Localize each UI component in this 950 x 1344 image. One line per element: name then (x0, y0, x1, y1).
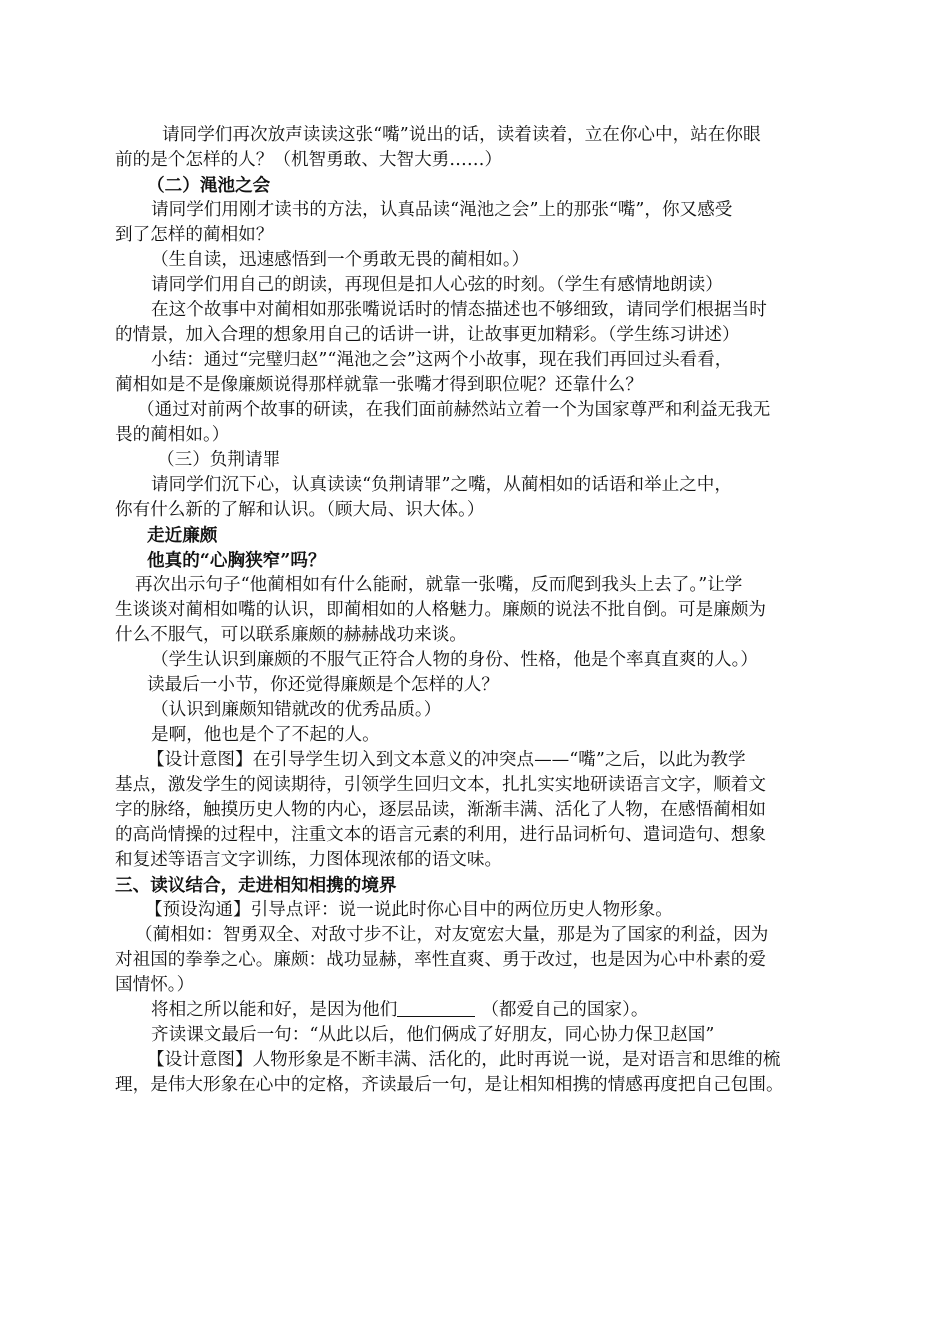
paragraph-read-aloud: 请同学们用自己的朗读，再现但是扣人心弦的时刻。（学生有感情地朗读） (151, 275, 723, 295)
text-line: 前的是个怎样的人？（机智勇敢、大智大勇……） (115, 150, 503, 170)
section-heading-mianchi: （二）渑池之会 (147, 175, 271, 196)
paragraph-self-read: （生自读，迅速感悟到一个勇敢无畏的蔺相如。） (151, 250, 530, 270)
paragraph-read-last: 读最后一小节，你还觉得廉颇是个怎样的人？ (147, 675, 499, 695)
text-line: 对祖国的拳拳之心。廉颇：战功显赫，率性直爽、勇于改过，也是因为心中朴素的爱 (115, 950, 766, 970)
text-line: 请同学们沉下心，认真读读“负荆请罪”之嘴，从蔺相如的话语和举止之中， (151, 475, 732, 495)
fill-blank-answer: （都爱自己的国家）。 (481, 1000, 649, 1020)
text-line: 蔺相如是不是像廉颇说得那样就靠一张嘴才得到职位呢？还靠什么？ (115, 375, 643, 395)
paragraph-storytelling (115, 298, 845, 348)
text-line: 【设计意图】人物形象是不断丰满、活化的，此时再说一说，是对语言和思维的梳 (147, 1050, 781, 1070)
text-line: 到了怎样的蔺相如？ (115, 225, 274, 245)
paragraph-quality: （认识到廉颇知错就改的优秀品质。） (151, 700, 442, 720)
paragraph-fujing-prompt (115, 473, 845, 523)
text-line: 在这个故事中对蔺相如那张嘴说话时的情态描述也不够细致，请同学们根据当时 (151, 300, 767, 320)
paragraph-reread (115, 123, 845, 173)
text-line: 【设计意图】在引导学生切入到文本意义的冲突点——“嘴”之后，以此为教学 (147, 750, 746, 770)
text-line: 国情怀。） (115, 975, 195, 995)
text-line: 字的脉络，触摸历史人物的内心，逐层品读，渐渐丰满、活化了人物，在感悟蔺相如 (115, 800, 766, 820)
text-line: 基点，激发学生的阅读期待，引领学生回归文本，扎扎实实地研读语言文字，顺着文 (115, 775, 766, 795)
text-line: 小结：通过“完璧归赵”“渑池之会”这两个小故事，现在我们再回过头看看， (151, 350, 733, 370)
text-line: 你有什么新的了解和认识。（顾大局、识大体。） (115, 500, 485, 520)
section-heading-lianpo: 走近廉颇 (147, 525, 218, 546)
text-line: 生谈谈对蔺相如嘴的认识，即蔺相如的人格魅力。廉颇的说法不批自倒。可是廉颇为 (115, 600, 766, 620)
paragraph-conclusion (115, 398, 845, 448)
text-line: 请同学们再次放声读读这张“嘴”说出的话，读着读着，立在你心中，站在你眼 (162, 125, 761, 145)
paragraph-lianpo-discussion (115, 573, 845, 648)
section-heading-fujing: （三）负荆请罪 (157, 450, 281, 470)
text-line: 再次出示句子“他蔺相如有什么能耐，就靠一张嘴，反而爬到我头上去了。”让学 (135, 575, 743, 595)
answer-blank (397, 998, 475, 1017)
paragraph-mianchi-prompt (115, 198, 845, 248)
text-line: 的情景，加入合理的想象用自己的话讲一讲，让故事更加精彩。（学生练习讲述） (115, 325, 740, 345)
section-heading-question: 他真的“心胸狭窄”吗？ (147, 550, 326, 571)
paragraph-preset-communication: 【预设沟通】引导点评：说一说此时你心目中的两位历史人物形象。 (145, 900, 673, 920)
text-line: 的高尚情操的过程中，注重文本的语言元素的利用，进行品词析句、遣词造句、想象 (115, 825, 766, 845)
section-heading-part-three: 三、读议结合，走进相知相携的境界 (115, 875, 397, 896)
paragraph-student-realize: （学生认识到廉颇的不服气正符合人物的身份、性格，他是个率真直爽的人。） (151, 650, 758, 670)
paragraph-design-intent-2 (115, 1048, 845, 1098)
text-line: 理，是伟大形象在心中的定格，齐读最后一句，是让相知相携的情感再度把自己包围。 (115, 1075, 784, 1095)
fill-blank-prompt: 将相之所以能和好，是因为他们 (151, 1000, 398, 1020)
paragraph-character-images (115, 923, 845, 998)
paragraph-summary (115, 348, 845, 398)
text-line: 畏的蔺相如。） (115, 425, 230, 445)
text-line: （蔺相如：智勇双全、对敌寸步不让，对友宽宏大量，那是为了国家的利益，因为 (135, 925, 769, 945)
text-line: 什么不服气，可以联系廉颇的赫赫战功来谈。 (115, 625, 467, 645)
text-line: （通过对前两个故事的研读，在我们面前赫然站立着一个为国家尊严和利益无我无 (137, 400, 771, 420)
text-line: 和复述等语言文字训练，力图体现浓郁的语文味。 (115, 850, 503, 870)
paragraph-read-together: 齐读课文最后一句：“从此以后，他们俩成了好朋友，同心协力保卫赵国” (151, 1025, 715, 1045)
paragraph-fill-blank (115, 998, 881, 1023)
paragraph-great-person: 是啊，他也是个了不起的人。 (151, 725, 380, 745)
text-line: 请同学们用刚才读书的方法，认真品读“渑池之会”上的那张“嘴”，你又感受 (151, 200, 733, 220)
paragraph-design-intent-1 (115, 748, 845, 873)
